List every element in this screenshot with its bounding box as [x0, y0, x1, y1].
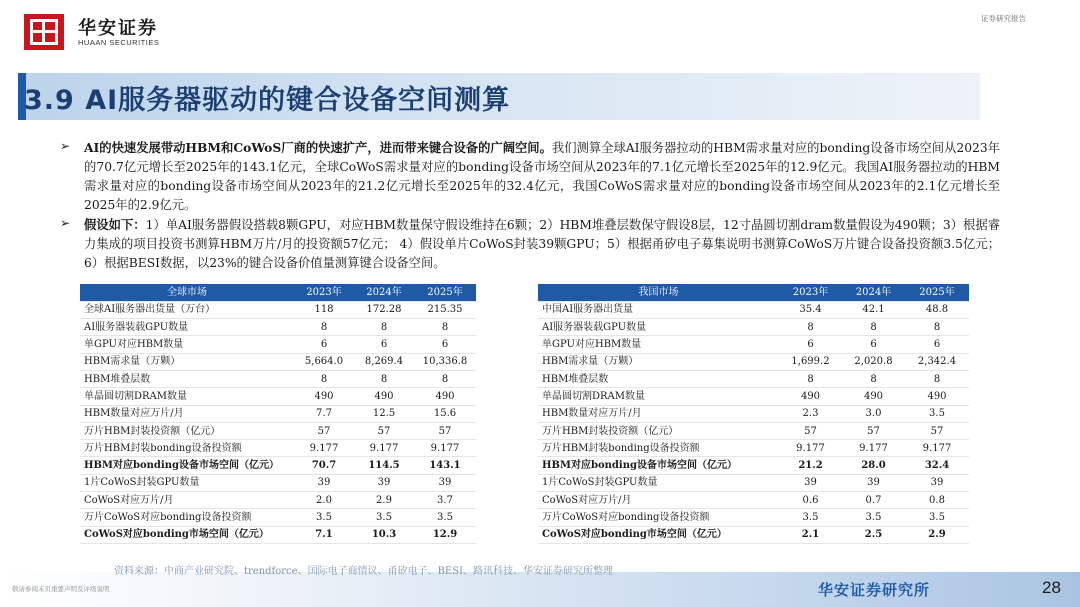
row-value: 57: [804, 425, 817, 437]
row-value: 8,269.4: [364, 356, 404, 368]
row-label: AI服务器装载GPU数量: [84, 321, 189, 333]
row-value: 39: [804, 477, 817, 489]
row-label: CoWoS对应bonding市场空间（亿元）: [84, 529, 269, 541]
row-value: 6: [807, 339, 814, 351]
row-value: 28.0: [861, 460, 886, 472]
table-row: [538, 457, 969, 474]
row-value: 39: [930, 477, 944, 489]
row-value: 3.5: [929, 512, 945, 523]
row-value: 9.177: [430, 442, 460, 454]
row-value: 0.7: [865, 494, 882, 506]
row-value: 2.0: [316, 494, 332, 506]
row-label: 1片CoWoS封装GPU数量: [542, 477, 658, 489]
row-value: 118: [314, 304, 334, 316]
row-value: 39: [377, 477, 391, 489]
row-value: 57: [317, 425, 331, 437]
table-row: [538, 526, 969, 543]
table-row: [80, 388, 476, 405]
table-row: [80, 526, 476, 543]
row-value: 2.9: [928, 529, 946, 541]
row-label: 中国AI服务器出货量: [542, 304, 634, 316]
row-label: HBM需求量（万颗）: [542, 356, 639, 368]
table-row: [538, 370, 969, 387]
row-label: 单晶圆切割DRAM数量: [84, 390, 188, 402]
row-value: 8: [320, 373, 328, 385]
row-value: 8: [380, 321, 388, 333]
table-row: [538, 474, 969, 491]
row-label: 万片HBM封装bonding设备投资额: [84, 442, 242, 454]
row-value: 143.1: [429, 460, 461, 472]
table-row: [80, 405, 476, 422]
table-row: [80, 336, 476, 353]
table-row: [538, 301, 969, 318]
table-row: [80, 353, 476, 370]
row-value: 57: [930, 425, 944, 437]
row-value: 57: [867, 425, 880, 437]
table-row: [80, 492, 476, 509]
row-value: 3.5: [802, 512, 819, 523]
table-row: [538, 492, 969, 509]
row-value: 21.2: [798, 460, 823, 472]
row-label: 万片CoWoS对应bonding设备投资额: [542, 512, 710, 523]
row-value: 3.5: [376, 512, 392, 523]
table-row: [80, 457, 476, 474]
row-value: 3.5: [865, 512, 882, 523]
row-value: 9.177: [369, 442, 399, 454]
row-value: 2.9: [376, 494, 392, 506]
row-value: 8: [870, 373, 877, 385]
table-row: [80, 509, 476, 526]
row-value: 6: [870, 339, 877, 351]
row-label: HBM对应bonding设备市场空间（亿元）: [84, 460, 279, 472]
row-value: 3.5: [929, 408, 945, 420]
row-value: 8: [870, 321, 877, 333]
row-label: 1片CoWoS封装GPU数量: [84, 477, 200, 489]
row-value: 3.0: [865, 408, 882, 420]
row-label: CoWoS对应bonding市场空间（亿元）: [542, 529, 727, 541]
table-row: [538, 319, 969, 336]
table-row: [80, 301, 476, 318]
table-header-cell: 2024年: [354, 284, 414, 301]
table-row: [80, 370, 476, 387]
bullet-marker-icon: ➢: [60, 216, 71, 230]
table-header-cell: 我国市场: [538, 284, 779, 301]
row-value: 8: [441, 321, 449, 333]
table-header-cell: 2025年: [414, 284, 476, 301]
row-value: 10,336.8: [422, 356, 468, 368]
row-label: 万片HBM封装投资额（亿元）: [84, 425, 221, 437]
source-note: 资料来源：中商产业研究院、trendforce、国际电子商情议、甬矽电子、BESI、路讯科技、华安证券研究所整理: [114, 566, 614, 577]
row-value: 9.177: [309, 442, 339, 454]
row-label: 单GPU对应HBM数量: [84, 339, 184, 351]
row-label: 单GPU对应HBM数量: [542, 339, 642, 351]
row-value: 10.3: [371, 529, 397, 541]
table-header-cell: 2024年: [842, 284, 905, 301]
row-value: 5,664.0: [304, 356, 344, 368]
row-value: 70.7: [311, 460, 337, 472]
china-market-table: [538, 284, 969, 544]
row-value: 57: [438, 425, 452, 437]
row-value: 490: [435, 390, 455, 402]
bullet-lead-2: 假设如下：: [84, 217, 146, 232]
row-value: 6: [380, 339, 388, 351]
table-row: [538, 440, 969, 457]
row-value: 2,342.4: [917, 356, 957, 368]
brand-name-en: HUAAN SECURITIES: [78, 38, 160, 47]
bullet-lead-1: AI的快速发展带动HBM和CoWoS厂商的快速扩产，进而带来键合设备的广阔空间。: [84, 140, 552, 155]
row-value: 8: [380, 373, 388, 385]
row-value: 15.6: [433, 408, 457, 420]
row-value: 39: [317, 477, 331, 489]
table-row: [80, 422, 476, 439]
row-value: 12.5: [372, 408, 396, 420]
row-value: 490: [863, 390, 884, 402]
row-value: 490: [927, 390, 947, 402]
row-value: 2,020.8: [854, 356, 893, 368]
table-row: [538, 422, 969, 439]
row-value: 2.3: [802, 408, 819, 420]
row-label: HBM堆叠层数: [84, 373, 151, 385]
row-value: 7.1: [315, 529, 333, 541]
row-value: 490: [314, 390, 334, 402]
row-label: HBM数量对应万片/月: [542, 408, 642, 420]
row-value: 8: [807, 321, 814, 333]
row-value: 8: [933, 321, 941, 333]
table-header-row: [538, 284, 969, 301]
row-label: CoWoS对应万片/月: [84, 494, 174, 506]
row-label: HBM对应bonding设备市场空间（亿元）: [542, 460, 737, 472]
row-value: 2.1: [801, 529, 820, 541]
row-label: 万片CoWoS对应bonding设备投资额: [84, 512, 252, 523]
table-header-cell: 2023年: [294, 284, 354, 301]
table-row: [80, 440, 476, 457]
row-value: 9.177: [922, 442, 952, 454]
row-label: 单晶圆切割DRAM数量: [542, 390, 646, 402]
row-value: 7.7: [316, 408, 332, 420]
table-row: [538, 405, 969, 422]
row-value: 3.7: [437, 494, 453, 506]
row-value: 3.5: [316, 512, 332, 523]
row-value: 42.1: [862, 304, 885, 316]
row-value: 114.5: [368, 460, 400, 472]
table-row: [538, 388, 969, 405]
row-value: 0.6: [802, 494, 819, 506]
row-value: 6: [320, 339, 328, 351]
row-value: 8: [441, 373, 449, 385]
row-value: 490: [800, 390, 821, 402]
table-row: [80, 474, 476, 491]
institute-name: 华安证券研究所: [818, 581, 931, 599]
row-label: 万片HBM封装投资额（亿元）: [542, 425, 679, 437]
row-value: 9.177: [796, 442, 825, 454]
row-value: 3.5: [437, 512, 453, 523]
table-row: [538, 353, 969, 370]
row-value: 32.4: [924, 460, 950, 472]
row-value: 6: [933, 339, 941, 351]
row-value: 0.8: [929, 494, 945, 506]
row-value: 57: [377, 425, 391, 437]
row-value: 490: [374, 390, 394, 402]
huaan-logo-icon: [24, 14, 64, 50]
table-row: [538, 509, 969, 526]
row-label: 全球AI服务器出货量（万台）: [84, 304, 216, 316]
table-header-cell: 2023年: [779, 284, 842, 301]
disclaimer-text: 敬请参阅末页重要声明及评级说明: [12, 585, 110, 593]
row-value: 39: [438, 477, 452, 489]
row-value: 9.177: [859, 442, 888, 454]
row-value: 12.9: [432, 529, 458, 541]
row-value: 39: [867, 477, 880, 489]
row-value: 1,699.2: [791, 356, 830, 368]
bullet-body-1: 我们测算全球AI服务器拉动的HBM需求量对应的bonding设备市场空间从2023年的70.7亿元增长至2025年的143.1亿元，全球CoWoS需求量对应的bonding设备市场空间从2023年的7.1亿元增长至2025年的12.9亿元。我国AI服务器拉动的HBM需求量对应的bonding设备市场空间从2023年的21.2亿元增长至2025年的32.4亿元，我国CoWoS需求量对应的bonding设备市场空间从2023年的2.1亿元增长至2025年的2.9亿元。: [84, 141, 1000, 212]
table-header-cell: 全球市场: [80, 284, 294, 301]
row-value: 2.5: [864, 529, 883, 541]
global-market-table: [80, 284, 476, 544]
row-label: HBM数量对应万片/月: [84, 408, 184, 420]
row-label: HBM需求量（万颗）: [84, 356, 181, 368]
page-number: 28: [1042, 578, 1061, 597]
row-value: 8: [320, 321, 328, 333]
table-header-row: [80, 284, 476, 301]
row-value: 215.35: [427, 304, 463, 316]
bullet-body-2: 1）单AI服务器假设搭载8颗GPU，对应HBM数量保守假设维持在6颗；2）HBM堆叠层数保守假设8层，12寸晶圆切割dram数量假设为490颗；3）根据睿力集成的项目投资书测算HBM万片/月的投资额57亿元； 4）假设单片CoWoS封装39颗GPU；5）根据甬矽电子募集说明书测算CoWoS万片键合设备投资额3.5亿元；6）根据BESI数据，以23%的键合设备价值量测算键合设备空间。: [84, 218, 1000, 270]
row-value: 35.4: [799, 304, 822, 316]
row-label: CoWoS对应万片/月: [542, 494, 632, 506]
row-value: 8: [933, 373, 941, 385]
table-header-cell: 2025年: [905, 284, 969, 301]
brand-name-cn: 华安证券: [78, 18, 158, 39]
row-value: 6: [441, 339, 449, 351]
table-row: [80, 319, 476, 336]
bullet-paragraph-2: [84, 215, 1000, 273]
row-label: HBM堆叠层数: [542, 373, 609, 385]
page-title: 3.9 AI服务器驱动的键合设备空间测算: [24, 85, 511, 116]
row-value: 172.28: [366, 304, 402, 316]
table-row: [538, 336, 969, 353]
report-type-label: 证券研究报告: [981, 14, 1026, 23]
bullet-paragraph-1: [84, 138, 1000, 215]
row-value: 48.8: [925, 304, 949, 316]
row-label: AI服务器装载GPU数量: [542, 321, 647, 333]
row-label: 万片HBM封装bonding设备投资额: [542, 442, 700, 454]
bullet-marker-icon: ➢: [60, 139, 71, 153]
row-value: 8: [807, 373, 814, 385]
